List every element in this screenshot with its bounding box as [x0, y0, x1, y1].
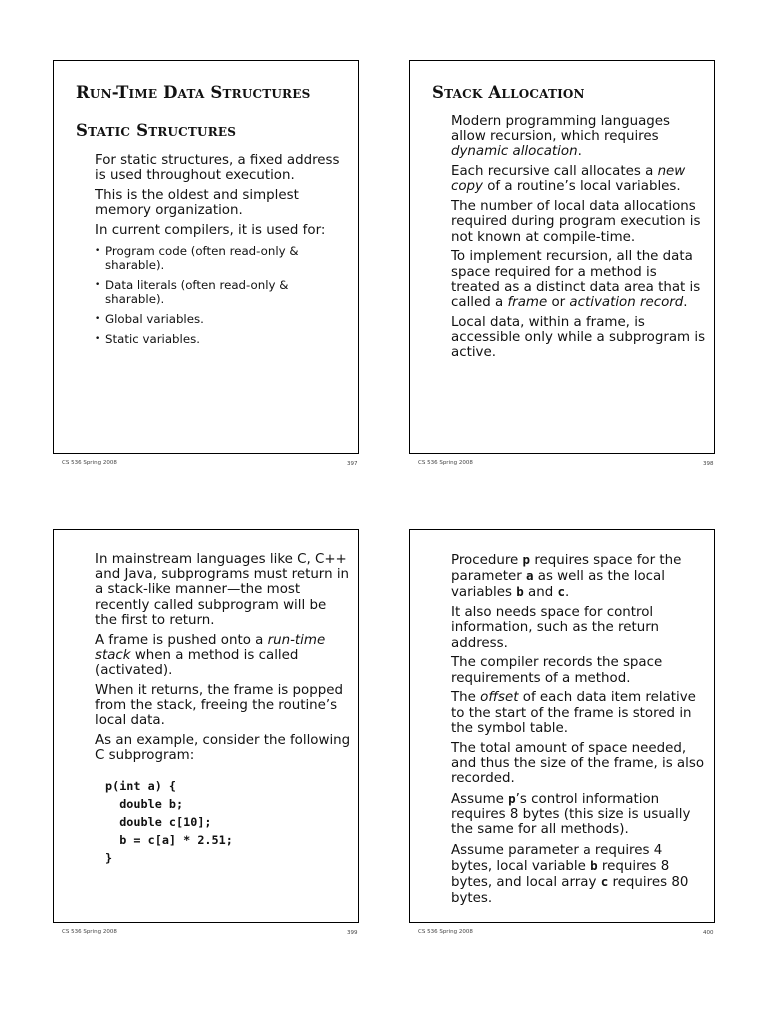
slide-398 — [409, 60, 715, 454]
bullet-item: • Program code (often read-only & sharable). — [95, 244, 351, 272]
paragraph: When it returns, the frame is popped from the stack, freeing the routine’s local data. — [95, 682, 343, 729]
bullet-list — [95, 244, 351, 346]
paragraph: For static structures, a fixed address is used throughout execution. — [95, 153, 340, 184]
slide-footer: CS 536 Spring 2008 — [418, 929, 473, 935]
paragraph: To implement recursion, all the data space required for a method is treated as a distinct data area that is called a frame or activation record. — [451, 249, 701, 311]
page-number: 399 — [347, 930, 358, 936]
slide-body — [451, 552, 707, 910]
page-number: 400 — [703, 930, 714, 936]
slide-397 — [53, 60, 359, 454]
slide-footer: CS 536 Spring 2008 — [418, 460, 473, 466]
slide-title: Run-Time Data Structures — [76, 83, 311, 102]
paragraph: Modern programming languages allow recursion, which requires dynamic allocation. — [451, 114, 670, 160]
slide-body — [95, 552, 351, 867]
paragraph: The number of local data allocations required during program execution is not known at compile-time. — [451, 199, 701, 245]
paragraph: The offset of each data item relative to the start of the frame is stored in the symbol table. — [451, 690, 696, 736]
code-block: p(int a) { double b; double c[10]; b = c[a] * 2.51; } — [105, 779, 233, 866]
paragraph: In mainstream languages like C, C++ and Java, subprograms must return in a stack-like manner—the most recently called subprogram will be the first to return. — [95, 552, 350, 628]
paragraph: Procedure p requires space for the parameter a as well as the local variables b and c. — [451, 552, 682, 601]
paragraph: This is the oldest and simplest memory organization. — [95, 188, 299, 219]
bullet-item: • Static variables. — [95, 332, 351, 346]
slide-footer: CS 536 Spring 2008 — [62, 460, 117, 466]
paragraph: The compiler records the space requirements of a method. — [451, 655, 663, 686]
bullet-item: • Data literals (often read-only & sharable). — [95, 278, 351, 306]
slide-399 — [53, 529, 359, 923]
paragraph: Local data, within a frame, is accessible only while a subprogram is active. — [451, 314, 706, 361]
paragraph: A frame is pushed onto a run-time stack when a method is called (activated). — [95, 632, 326, 679]
paragraph: Assume parameter a requires 4 bytes, local variable b requires 8 bytes, and local array c requires 80 bytes. — [451, 842, 689, 906]
paragraph: The total amount of space needed, and thus the size of the frame, is also recorded. — [451, 740, 705, 787]
paragraph: As an example, consider the following C subprogram: — [95, 733, 351, 764]
page-number: 398 — [703, 461, 714, 467]
bullet-item: • Global variables. — [95, 312, 351, 326]
slide-footer: CS 536 Spring 2008 — [62, 929, 117, 935]
slide-body — [451, 114, 707, 365]
slide-body — [95, 153, 351, 352]
slide-400 — [409, 529, 715, 923]
page-number: 397 — [347, 461, 358, 467]
paragraph: In current compilers, it is used for: — [95, 223, 326, 238]
slide-subtitle: Static Structures — [76, 121, 237, 140]
paragraph: Each recursive call allocates a new copy of a routine’s local variables. — [451, 164, 686, 195]
paragraph: It also needs space for control information, such as the return address. — [451, 605, 659, 651]
slide-title: Stack Allocation — [432, 83, 585, 102]
paragraph: Assume p’s control information requires 8 bytes (this size is usually the same for all methods). — [451, 790, 691, 838]
